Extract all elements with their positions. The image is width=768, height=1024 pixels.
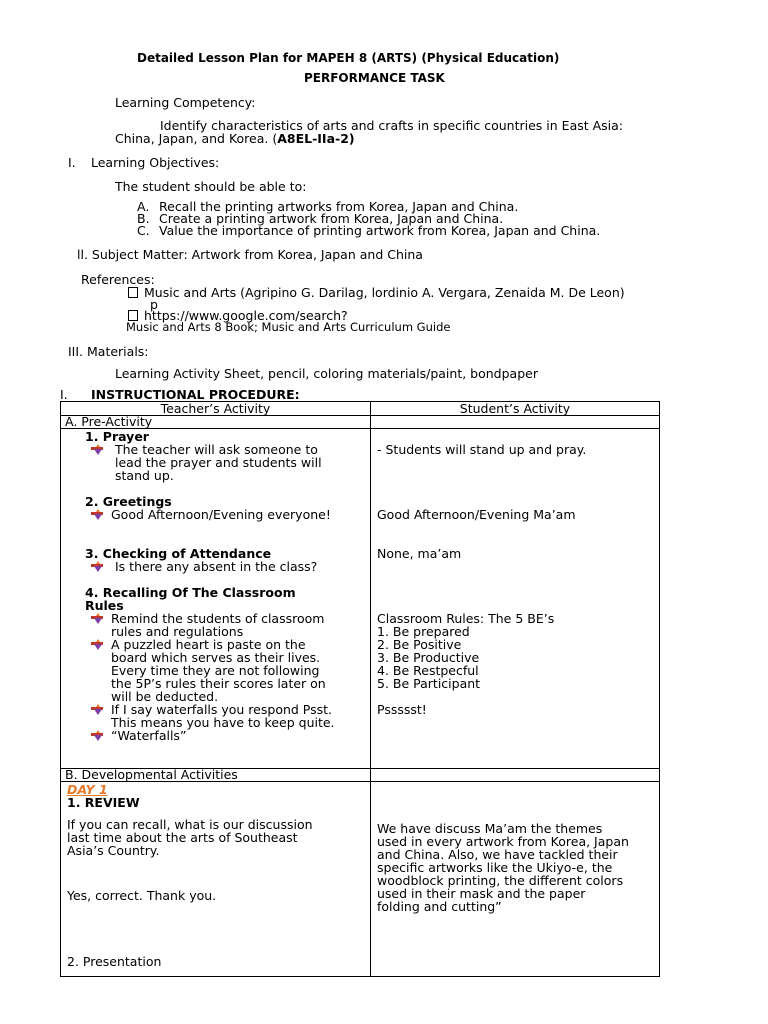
subject-matter: ll. Subject Matter: Artwork from Korea, Japan and China [77,247,423,262]
greetings-title: 2. Greetings [85,494,172,509]
rules-student-line: 5. Be Participant [377,676,481,691]
greetings-text: Good Afternoon/Evening everyone! [111,507,331,522]
rules-text: Remind the students of classroom [111,611,325,626]
table-row [61,769,660,782]
rules-text: rules and regulations [111,624,244,639]
document-subtitle: PERFORMANCE TASK [304,71,445,85]
rules-text: Every time they are not following [111,663,320,678]
objectives-label: Learning Objectives: [91,155,220,170]
attendance-text: Is there any absent in the class? [115,559,318,574]
pre-activity-label: A. Pre-Activity [61,416,371,429]
review-teacher-line: last time about the arts of Southeast [67,830,298,845]
rules-title: Rules [85,598,124,613]
references-label: References: [81,272,155,287]
rules-title: 4. Recalling Of The Classroom [85,585,296,600]
rules-text: If I say waterfalls you respond Psst. [111,702,333,717]
developmental-teacher-cell [61,782,371,977]
procedure-numeral: I. [60,387,68,402]
rules-text: This means you have to keep quite. [111,715,335,730]
prayer-text: lead the prayer and students will [115,455,322,470]
reference-item: Music and Arts (Agripino G. Darilag, lordinio A. Vergara, Zenaida M. De Leon) [128,286,625,299]
day-label: DAY 1 [67,782,108,797]
psst-student-response: Pssssst! [377,702,427,717]
rules-student-line: 2. Be Positive [377,637,462,652]
teacher-activity-header: Teacher’s Activity [61,402,371,416]
student-activity-header: Student’s Activity [371,402,660,416]
materials-text: Learning Activity Sheet, pencil, coloring materials/paint, bondpaper [115,366,538,381]
reference-book: Music and Arts 8 Book; Music and Arts Curriculum Guide [126,320,451,334]
lesson-table [60,401,660,977]
rules-text: will be deducted. [111,689,219,704]
pre-activity-teacher-cell [61,429,371,769]
procedure-label: INSTRUCTIONAL PROCEDURE: [91,387,300,402]
review-teacher-reply: Yes, correct. Thank you. [67,888,217,903]
rules-student-line: 3. Be Productive [377,650,480,665]
review-student-line: We have discuss Ma’am the themes [377,821,603,836]
bullet-arrow-icon [91,638,103,650]
bullet-arrow-icon [91,443,103,455]
table-row [61,782,660,977]
bullet-arrow-icon [91,560,103,572]
rules-student-line: 1. Be prepared [377,624,470,639]
competency-line1: Identify characteristics of arts and crafts in specific countries in East Asia: [160,118,624,133]
rules-student-line: 4. Be Restpecful [377,663,479,678]
table-row [61,429,660,769]
reference-item: https://www.google.com/search? [128,309,348,322]
presentation-label: 2. Presentation [67,954,162,969]
bullet-arrow-icon [91,508,103,520]
pre-activity-student-cell [371,429,660,769]
objective-item: B. Create a printing artwork from Korea, Japan and China. [137,211,504,226]
review-student-line: folding and cutting” [377,899,502,914]
developmental-label: B. Developmental Activities [61,769,371,782]
bullet-arrow-icon [91,729,103,741]
attendance-title: 3. Checking of Attendance [85,546,272,561]
prayer-text: stand up. [115,468,174,483]
objective-item: A. Recall the printing artworks from Korea, Japan and China. [137,199,519,214]
review-teacher-line: If you can recall, what is our discussion [67,817,313,832]
review-teacher-line: Asia’s Country. [67,843,160,858]
attendance-student-response: None, ma’am [377,546,462,561]
review-student-line: specific artworks like the Ukiyo-e, the [377,860,613,875]
competency-label: Learning Competency: [115,95,256,110]
review-student-line: used in their mask and the paper [377,886,586,901]
review-student-line: and China. Also, we have tackled their [377,847,618,862]
greetings-student-response: Good Afternoon/Evening Ma’am [377,507,576,522]
prayer-text: The teacher will ask someone to [115,442,318,457]
review-title: 1. REVIEW [67,795,140,810]
reference-item-continuation: p [150,297,158,312]
review-student-line: used in every artwork from Korea, Japan [377,834,629,849]
objectives-intro: The student should be able to: [115,179,307,194]
rules-text: the 5P’s rules their scores later on [111,676,326,691]
objective-item: C. Value the importance of printing artwork from Korea, Japan and China. [137,223,601,238]
materials-label: III. Materials: [68,344,149,359]
prayer-title: 1. Prayer [85,429,149,444]
competency-code: A8EL-IIa-2) [277,131,355,146]
rules-text: board which serves as their lives. [111,650,321,665]
review-student-line: woodblock printing, the different colors [377,873,624,888]
competency-line2: China, Japan, and Korea. (A8EL-IIa-2) [115,131,355,146]
checkbox-glyph-icon [128,287,138,298]
rules-text: A puzzled heart is paste on the [111,637,306,652]
developmental-student-cell [371,782,660,977]
prayer-student-response: - Students will stand up and pray. [377,442,587,457]
objectives-numeral: I. [68,155,76,170]
table-row [61,416,660,429]
document-title: Detailed Lesson Plan for MAPEH 8 (ARTS) (Physical Education) [137,51,560,65]
bullet-arrow-icon [91,612,103,624]
bullet-arrow-icon [91,703,103,715]
rules-text: “Waterfalls” [111,728,187,743]
rules-student-line: Classroom Rules: The 5 BE’s [377,611,555,626]
